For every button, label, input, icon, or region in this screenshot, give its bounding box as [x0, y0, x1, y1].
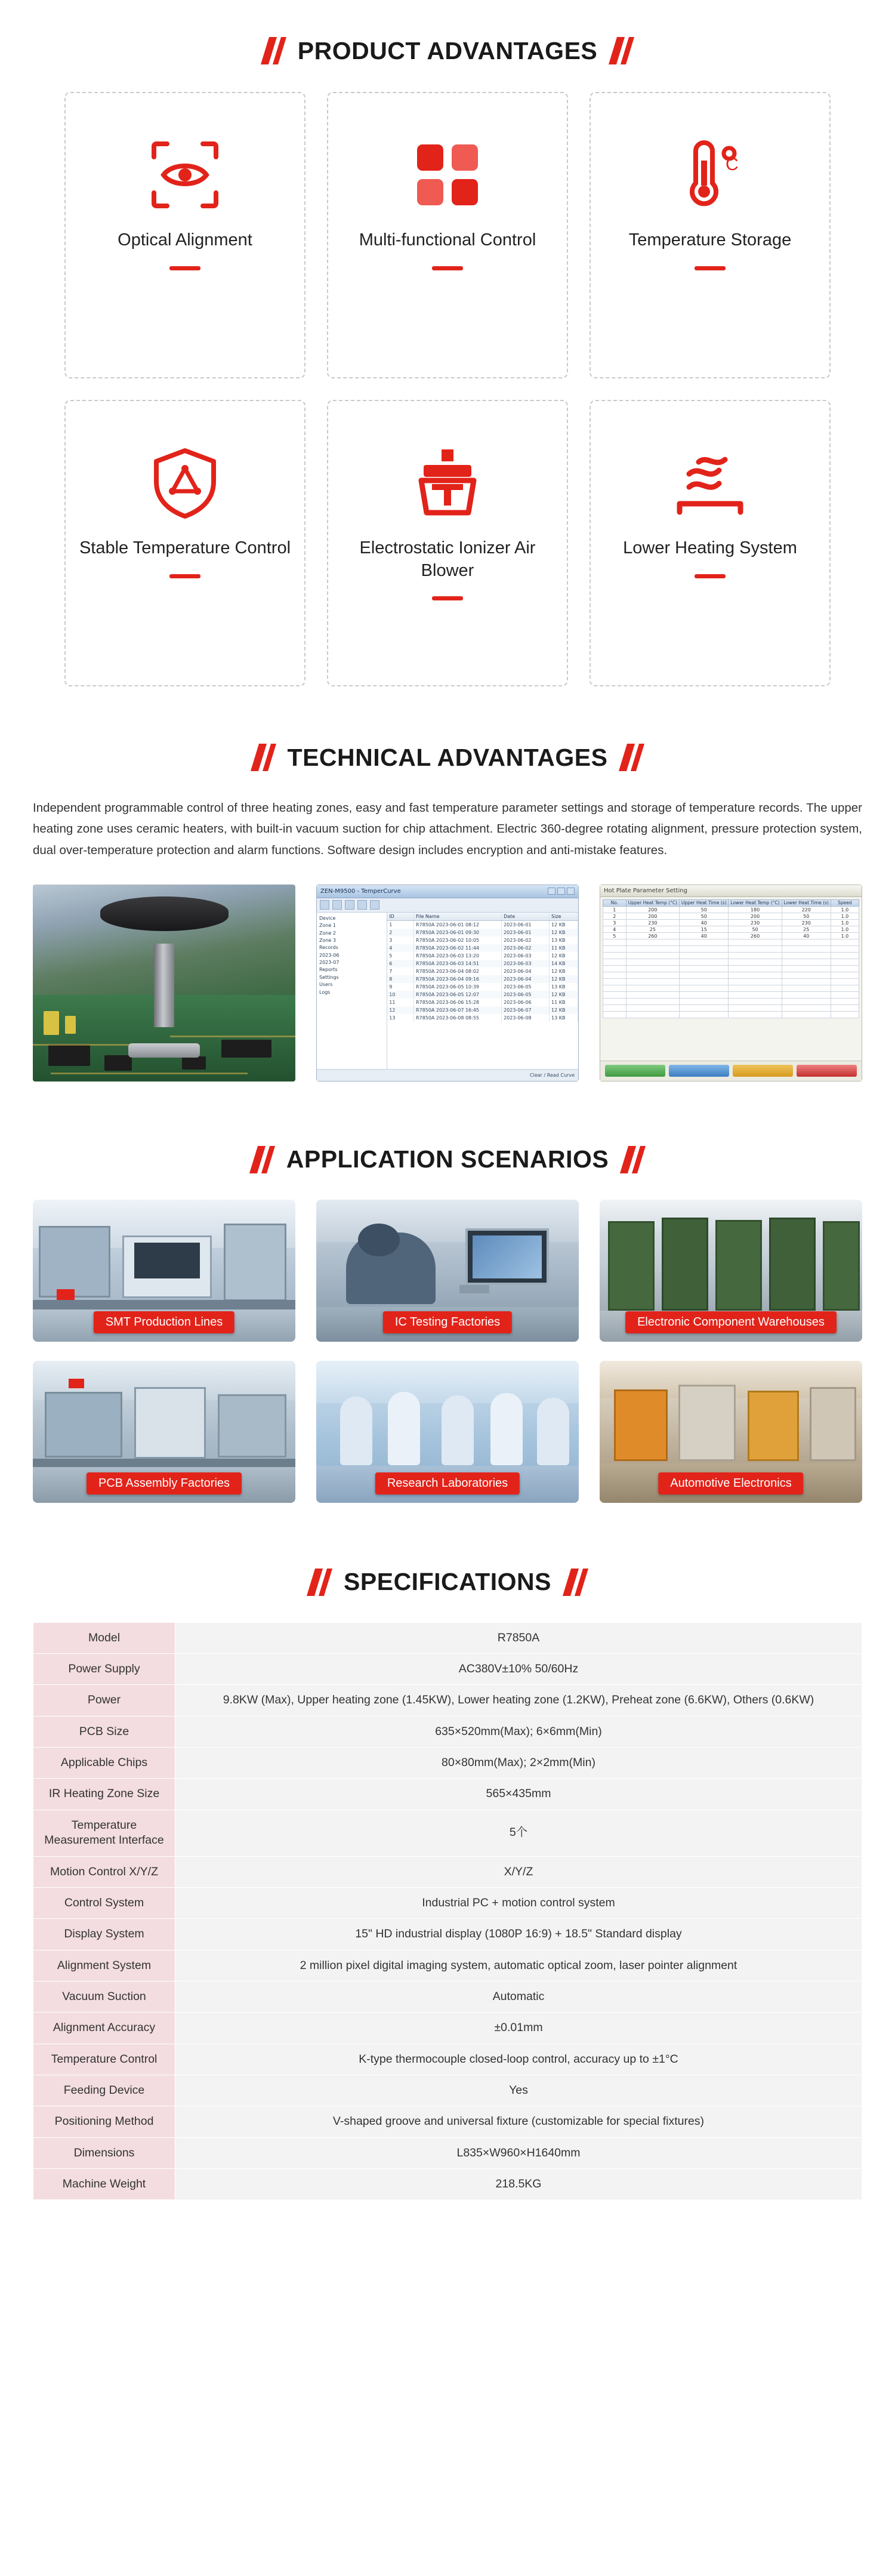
list-item[interactable]: [387, 936, 578, 944]
advantage-label: Temperature Storage: [628, 230, 792, 249]
spec-key: Alignment Accuracy: [33, 2013, 175, 2044]
cell: 9: [387, 983, 414, 991]
cell[interactable]: 25: [782, 926, 831, 933]
title-slash-right-icon: [623, 744, 640, 771]
cell[interactable]: 1.0: [831, 913, 859, 920]
status-text: Clear / Read Curve: [530, 1072, 575, 1078]
column-header: No.: [603, 899, 626, 907]
section-title-specifications: [0, 1569, 895, 1596]
table-row[interactable]: [603, 939, 859, 946]
application-scenarios-section: [0, 1081, 895, 1503]
table-row[interactable]: [603, 966, 859, 972]
spec-value: 635×520mm(Max); 6×6mm(Min): [175, 1716, 862, 1747]
cell: R7850A 2023-06-01 08:12: [414, 921, 502, 929]
grid-window-titlebar: [600, 885, 862, 897]
cell: 2023-06-01: [502, 929, 550, 936]
software-record-list[interactable]: [387, 913, 578, 1069]
table-row[interactable]: [603, 979, 859, 985]
advantage-label: Optical Alignment: [118, 230, 252, 249]
tree-item[interactable]: Users: [319, 982, 333, 988]
scenario-caption: Automotive Electronics: [658, 1472, 803, 1495]
cell[interactable]: 4: [603, 926, 626, 933]
technical-description: Independent programmable control of three heating zones, easy and fast temperature parameter settings and storage of temperature records. The upper heating zone uses ceramic heaters, with built-in vacuum suction for chip attachment. Electric 360-degree rotating alignment, pressure protection system, dual over-temperature protection and alarm functions. Software design includes encryption and anti-mistake features.: [33, 801, 862, 857]
cell[interactable]: 230: [782, 920, 831, 926]
tree-item[interactable]: Zone 3: [319, 937, 336, 943]
toolbar-icon[interactable]: [370, 900, 379, 910]
table-row: [33, 2137, 862, 2168]
list-item[interactable]: [387, 1006, 578, 1014]
column-header: ID: [387, 913, 414, 920]
toolbar-icon[interactable]: [320, 900, 329, 910]
cell: 10: [387, 991, 414, 999]
column-header: Upper Heat Time (s): [680, 899, 729, 907]
cell: 12 KB: [550, 921, 578, 929]
spec-value: X/Y/Z: [175, 1856, 862, 1887]
advantage-underline: [432, 596, 463, 600]
cell: 2023-06-04: [502, 975, 550, 983]
spec-value: K-type thermocouple closed-loop control, accuracy up to ±1°C: [175, 2044, 862, 2075]
advantage-card[interactable]: [327, 92, 568, 378]
cell[interactable]: 1.0: [831, 907, 859, 913]
cell[interactable]: 200: [729, 913, 782, 920]
table-row: [33, 2106, 862, 2137]
advantage-underline: [169, 266, 200, 270]
table-row: [33, 1779, 862, 1810]
spec-key: Dimensions: [33, 2137, 175, 2168]
table-row[interactable]: [603, 999, 859, 1005]
cell[interactable]: 2: [603, 913, 626, 920]
cell: R7850A 2023-06-01 09:30: [414, 929, 502, 936]
list-item[interactable]: [387, 975, 578, 983]
cell: 13 KB: [550, 983, 578, 991]
spec-value: AC380V±10% 50/60Hz: [175, 1654, 862, 1685]
advantage-card[interactable]: [590, 400, 831, 686]
scenario-card[interactable]: [600, 1200, 862, 1342]
heating-parameter-grid-window[interactable]: [600, 885, 862, 1081]
cell: 3: [387, 936, 414, 944]
cell: R7850A 2023-06-02 10:05: [414, 936, 502, 944]
software-statusbar: [317, 1069, 578, 1081]
title-slash-left-icon: [254, 1146, 271, 1173]
table-row[interactable]: [603, 907, 859, 913]
cell[interactable]: 260: [626, 933, 679, 939]
cell: 11: [387, 999, 414, 1006]
cell[interactable]: 1.0: [831, 926, 859, 933]
cell[interactable]: 50: [680, 907, 729, 913]
temperature-curve-software-window[interactable]: [316, 885, 579, 1081]
cell: 12 KB: [550, 952, 578, 960]
spec-value: 218.5KG: [175, 2168, 862, 2199]
column-header: Size: [550, 913, 578, 920]
scenario-card-grid: [0, 1200, 895, 1503]
software-toolbar[interactable]: [317, 898, 578, 913]
spec-value: L835×W960×H1640mm: [175, 2137, 862, 2168]
cell: 2023-06-01: [502, 921, 550, 929]
spec-value: ±0.01mm: [175, 2013, 862, 2044]
microscope-over-pcb-photo: [33, 885, 295, 1081]
cell: R7850A 2023-06-03 13:20: [414, 952, 502, 960]
table-row: [33, 1654, 862, 1685]
table-row: [33, 1685, 862, 1716]
cell: 2023-06-03: [502, 960, 550, 967]
toolbar-icon[interactable]: [357, 900, 367, 910]
table-row: [33, 1950, 862, 1981]
table-row[interactable]: [603, 959, 859, 966]
specifications-table-wrap: [33, 1622, 862, 2201]
cell: 12 KB: [550, 975, 578, 983]
cell[interactable]: 40: [680, 933, 729, 939]
section-heading: APPLICATION SCENARIOS: [286, 1145, 609, 1173]
cell: R7850A 2023-06-07 16:45: [414, 1006, 502, 1014]
technical-content: [33, 797, 862, 1081]
title-slash-left-icon: [265, 37, 282, 64]
advantage-card[interactable]: [327, 400, 568, 686]
grid-window-title: Hot Plate Parameter Setting: [604, 887, 687, 894]
cell: 2023-06-02: [502, 936, 550, 944]
scenario-card[interactable]: [316, 1361, 579, 1503]
cell[interactable]: 50: [680, 913, 729, 920]
table-row[interactable]: [603, 926, 859, 933]
cell[interactable]: 230: [626, 920, 679, 926]
cell[interactable]: 1.0: [831, 933, 859, 939]
cell: R7850A 2023-06-08 08:55: [414, 1014, 502, 1022]
spec-value: Yes: [175, 2075, 862, 2106]
cell[interactable]: 50: [729, 926, 782, 933]
table-row[interactable]: [603, 946, 859, 953]
spec-value: Industrial PC + motion control system: [175, 1887, 862, 1918]
optical-alignment-icon: [149, 130, 221, 220]
cell: 11 KB: [550, 999, 578, 1006]
list-item[interactable]: [387, 999, 578, 1006]
cell[interactable]: 3: [603, 920, 626, 926]
advantage-label: Multi-functional Control: [359, 230, 536, 249]
list-item[interactable]: [387, 944, 578, 952]
table-row: [33, 1716, 862, 1747]
spec-key: Power: [33, 1685, 175, 1716]
table-row: [33, 1622, 862, 1653]
cell[interactable]: 220: [782, 907, 831, 913]
cell[interactable]: 50: [782, 913, 831, 920]
table-row[interactable]: [603, 992, 859, 999]
section-heading: TECHNICAL ADVANTAGES: [287, 743, 608, 771]
software-tree-panel[interactable]: [317, 913, 387, 1069]
table-row[interactable]: [603, 913, 859, 920]
multi-function-control-icon: [415, 130, 480, 220]
cell: 11 KB: [550, 944, 578, 952]
cell[interactable]: 200: [626, 913, 679, 920]
spec-value: 80×80mm(Max); 2×2mm(Min): [175, 1748, 862, 1779]
spec-key: Feeding Device: [33, 2075, 175, 2106]
spec-key: Temperature Control: [33, 2044, 175, 2075]
stable-temperature-icon: [150, 438, 220, 528]
spec-key: Positioning Method: [33, 2106, 175, 2137]
cell: R7850A 2023-06-05 10:39: [414, 983, 502, 991]
section-title-technical-advantages: [0, 744, 895, 771]
save-button[interactable]: [605, 1065, 665, 1077]
list-item[interactable]: [387, 921, 578, 929]
spec-key: Control System: [33, 1887, 175, 1918]
spec-value: 9.8KW (Max), Upper heating zone (1.45KW), Lower heating zone (1.2KW), Preheat zone (6.6KW), Others (0.6KW): [175, 1685, 862, 1716]
read-button[interactable]: [669, 1065, 729, 1077]
cell: 2023-06-02: [502, 944, 550, 952]
window-controls[interactable]: [548, 888, 575, 895]
specifications-section: [0, 1503, 895, 2201]
advantage-label: Stable Temperature Control: [79, 538, 291, 557]
toolbar-icon[interactable]: [345, 900, 354, 910]
cell[interactable]: 1: [603, 907, 626, 913]
cell: 6: [387, 960, 414, 967]
tree-item[interactable]: Records: [319, 945, 338, 951]
table-row: [33, 1981, 862, 2012]
cell: 1: [387, 921, 414, 929]
temperature-storage-icon: [674, 130, 746, 220]
advantage-card[interactable]: [590, 92, 831, 378]
tree-item[interactable]: 2023-06: [319, 952, 340, 958]
list-item[interactable]: [387, 952, 578, 960]
technical-image-row: [33, 885, 862, 1081]
advantage-label: Lower Heating System: [623, 538, 797, 557]
spec-value: 2 million pixel digital imaging system, automatic optical zoom, laser pointer alignment: [175, 1950, 862, 1981]
column-header: Speed: [831, 899, 859, 907]
tree-item[interactable]: Zone 1: [319, 923, 336, 929]
table-row[interactable]: [603, 972, 859, 979]
list-item[interactable]: [387, 1014, 578, 1022]
toolbar-icon[interactable]: [332, 900, 342, 910]
section-heading: SPECIFICATIONS: [344, 1568, 551, 1596]
tree-item[interactable]: Zone 2: [319, 930, 336, 936]
cell: 12: [387, 1006, 414, 1014]
advantage-underline: [169, 574, 200, 578]
tree-item[interactable]: Device: [319, 915, 336, 921]
scenario-caption: Electronic Component Warehouses: [625, 1311, 837, 1333]
spec-key: Alignment System: [33, 1950, 175, 1981]
cell[interactable]: 15: [680, 926, 729, 933]
table-row[interactable]: [603, 933, 859, 939]
cell[interactable]: 40: [680, 920, 729, 926]
cell: 12 KB: [550, 929, 578, 936]
spec-key: Machine Weight: [33, 2168, 175, 2199]
scenario-caption: SMT Production Lines: [94, 1311, 234, 1333]
table-row: [33, 1919, 862, 1950]
cell: 13: [387, 1014, 414, 1022]
cell[interactable]: 230: [729, 920, 782, 926]
title-slash-left-icon: [255, 744, 272, 771]
cell: 2023-06-07: [502, 1006, 550, 1014]
download-button[interactable]: [733, 1065, 793, 1077]
section-title-product-advantages: [0, 37, 895, 64]
cell: 13 KB: [550, 1014, 578, 1022]
column-header: Lower Heat Time (s): [782, 899, 831, 907]
cell: 2: [387, 929, 414, 936]
spec-value: 5个: [175, 1810, 862, 1856]
spec-value: 15" HD industrial display (1080P 16:9) + 18.5" Standard display: [175, 1919, 862, 1950]
table-row[interactable]: [603, 1005, 859, 1012]
software-window-title: ZEN-M9500 - TemperCurve: [320, 888, 401, 895]
spec-key: Display System: [33, 1919, 175, 1950]
table-row: [33, 2013, 862, 2044]
cell[interactable]: 25: [626, 926, 679, 933]
advantage-underline: [432, 266, 463, 270]
scenario-caption: Research Laboratories: [375, 1472, 520, 1495]
tree-item[interactable]: 2023-07: [319, 960, 340, 966]
parameter-table[interactable]: [600, 897, 862, 1061]
table-row[interactable]: [603, 1012, 859, 1018]
cell: 2023-06-05: [502, 983, 550, 991]
table-row[interactable]: [603, 953, 859, 959]
advantage-card[interactable]: [64, 92, 305, 378]
lower-heating-icon: [671, 438, 749, 528]
cell[interactable]: 200: [626, 907, 679, 913]
table-row: [33, 1887, 862, 1918]
cell: 2023-06-06: [502, 999, 550, 1006]
spec-key: Model: [33, 1622, 175, 1653]
spec-key: Applicable Chips: [33, 1748, 175, 1779]
cell[interactable]: 180: [729, 907, 782, 913]
spec-key: Vacuum Suction: [33, 1981, 175, 2012]
technical-advantages-section: [0, 686, 895, 1081]
cell: 2023-06-05: [502, 991, 550, 999]
product-advantages-section: [0, 0, 895, 686]
advantage-underline: [695, 574, 726, 578]
cell: 12 KB: [550, 1006, 578, 1014]
svg-text:C: C: [726, 155, 739, 174]
scenario-card[interactable]: [33, 1361, 295, 1503]
table-row: [33, 2075, 862, 2106]
cell: 14 KB: [550, 960, 578, 967]
scenario-card[interactable]: [33, 1200, 295, 1342]
list-item[interactable]: [387, 983, 578, 991]
spec-value: V-shaped groove and universal fixture (customizable for special fixtures): [175, 2106, 862, 2137]
cell: R7850A 2023-06-06 15:28: [414, 999, 502, 1006]
spec-key: IR Heating Zone Size: [33, 1779, 175, 1810]
list-item[interactable]: [387, 967, 578, 975]
cell: 8: [387, 975, 414, 983]
column-header: Upper Heat Temp (°C): [626, 899, 679, 907]
cell: 4: [387, 944, 414, 952]
cell: 2023-06-03: [502, 952, 550, 960]
cell: R7850A 2023-06-04 08:02: [414, 967, 502, 975]
cell: 13 KB: [550, 936, 578, 944]
cell: R7850A 2023-06-03 14:51: [414, 960, 502, 967]
tree-item[interactable]: Reports: [319, 967, 338, 973]
cell: R7850A 2023-06-05 12:07: [414, 991, 502, 999]
ionizer-blower-icon: [411, 438, 484, 528]
table-row: [33, 1810, 862, 1856]
table-row: [33, 1856, 862, 1887]
table-row[interactable]: [603, 985, 859, 992]
list-header: [387, 913, 578, 921]
table-row: [33, 1748, 862, 1779]
column-header: Date: [502, 913, 550, 920]
scenario-card[interactable]: [600, 1361, 862, 1503]
scenario-caption: PCB Assembly Factories: [87, 1472, 242, 1495]
grid-button-bar[interactable]: [600, 1061, 862, 1081]
cell: 12 KB: [550, 967, 578, 975]
tree-item[interactable]: Logs: [319, 989, 331, 995]
spec-key: Power Supply: [33, 1654, 175, 1685]
list-item[interactable]: [387, 929, 578, 936]
exit-button[interactable]: [797, 1065, 857, 1077]
cell: 7: [387, 967, 414, 975]
table-row: [33, 2168, 862, 2199]
cell[interactable]: 40: [782, 933, 831, 939]
scenario-caption: IC Testing Factories: [383, 1311, 512, 1333]
list-item[interactable]: [387, 960, 578, 967]
page-title: PRODUCT ADVANTAGES: [297, 36, 598, 64]
title-slash-right-icon: [613, 37, 630, 64]
software-window-titlebar: [317, 885, 578, 898]
cell[interactable]: 260: [729, 933, 782, 939]
advantage-card[interactable]: [64, 400, 305, 686]
cell[interactable]: 5: [603, 933, 626, 939]
section-title-application-scenarios: [0, 1146, 895, 1173]
advantage-underline: [695, 266, 726, 270]
table-row: [33, 2044, 862, 2075]
cell: 5: [387, 952, 414, 960]
title-slash-left-icon: [311, 1569, 328, 1596]
table-row[interactable]: [603, 920, 859, 926]
list-item[interactable]: [387, 991, 578, 999]
spec-value: R7850A: [175, 1622, 862, 1653]
spec-key: Temperature Measurement Interface: [33, 1810, 175, 1856]
cell[interactable]: 1.0: [831, 920, 859, 926]
tree-item[interactable]: Settings: [319, 974, 339, 980]
column-header: Lower Heat Temp (°C): [729, 899, 782, 907]
advantage-label: Electrostatic Ionizer Air Blower: [359, 538, 536, 580]
cell: 2023-06-04: [502, 967, 550, 975]
cell: R7850A 2023-06-04 09:16: [414, 975, 502, 983]
scenario-card[interactable]: [316, 1200, 579, 1342]
advantage-card-grid: [0, 92, 895, 686]
cell: 12 KB: [550, 991, 578, 999]
spec-value: Automatic: [175, 1981, 862, 2012]
spec-value: 565×435mm: [175, 1779, 862, 1810]
spec-key: PCB Size: [33, 1716, 175, 1747]
specifications-table: [33, 1622, 862, 2201]
column-header: File Name: [414, 913, 502, 920]
cell: R7850A 2023-06-02 11:44: [414, 944, 502, 952]
title-slash-right-icon: [624, 1146, 641, 1173]
title-slash-right-icon: [567, 1569, 584, 1596]
spec-key: Motion Control X/Y/Z: [33, 1856, 175, 1887]
cell: 2023-06-08: [502, 1014, 550, 1022]
